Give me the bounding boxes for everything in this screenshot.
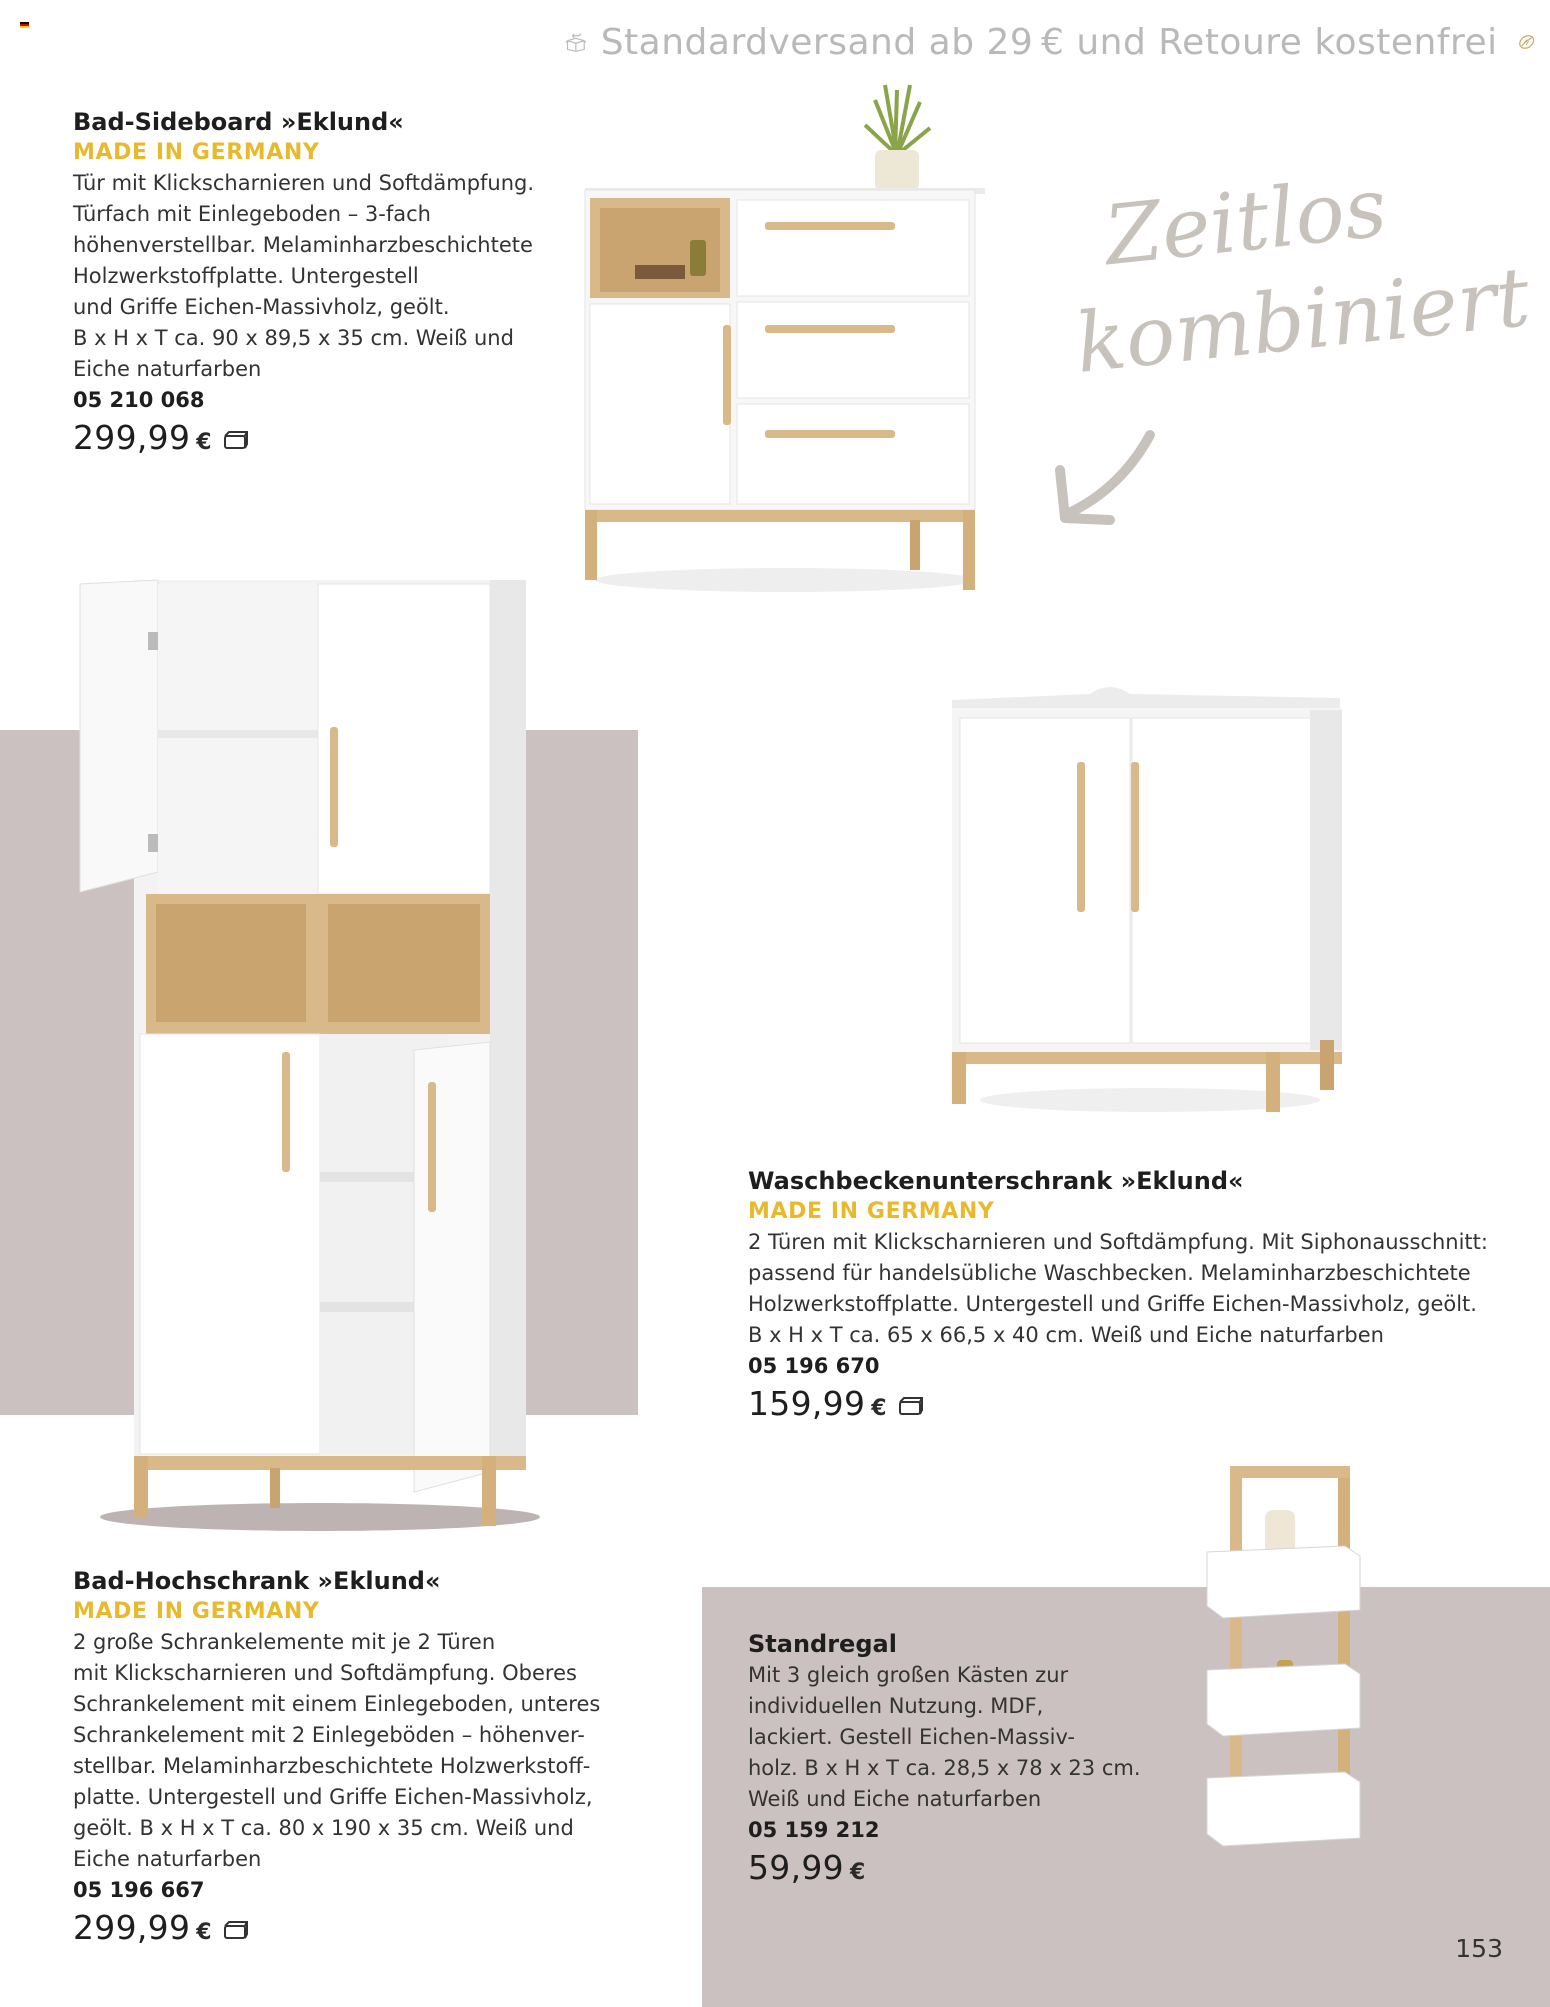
script-decoration (1060, 142, 1534, 396)
product-description: 2 Türen mit Klickscharnieren und Softdämpfung. Mit Siphonausschnitt: passend für handelsübliche Waschbecken. Melaminharzbeschichtete Holzwerkstoffplatte. Untergestell und Griffe Eichen-Massivholz, geölt. B x H x T ca. 65 x 66,5 x 40 cm. Weiß und Eiche naturfarben (748, 1230, 1488, 1347)
price: 299,99 (73, 1908, 191, 1947)
script-line-2: kombiniert (1071, 249, 1534, 392)
plant-icon (865, 85, 930, 190)
price-row (748, 1848, 1168, 1888)
article-number: 05 196 670 (748, 1354, 880, 1378)
price-row (748, 1384, 1528, 1424)
tall-cabinet-image (70, 572, 560, 1532)
sideboard-image (575, 80, 995, 600)
currency: € (871, 1396, 887, 1421)
price: 59,99 (748, 1848, 844, 1887)
product-title: Bad-Sideboard »Eklund« (73, 108, 404, 136)
price-row (73, 1908, 633, 1948)
currency: € (196, 430, 212, 455)
article-number: 05 196 667 (73, 1878, 205, 1902)
price: 299,99 (73, 418, 191, 457)
product-title: Standregal (748, 1630, 897, 1658)
flag-icon (20, 22, 29, 28)
product-description: 2 große Schrankelemente mit je 2 Türen mit Klickscharnieren und Softdämpfung. Oberes Schrankelement mit einem Einlegeboden, unteres Schrankelement mit 2 Einlegeböden – höhenver- stellbar. Melaminharzbeschichtete Holzwerkstoff- platte. Untergestell und Griffe Eichen-Massivholz, geölt. B x H x T ca. 80 x 190 x 35 cm. Weiß und Eiche naturfarben (73, 1630, 601, 1871)
product-title: Waschbeckenunterschrank »Eklund« (748, 1167, 1244, 1195)
price: 159,99 (748, 1384, 866, 1423)
product-description: Tür mit Klickscharnieren und Softdämpfung. Türfach mit Einlegeboden – 3-fach höhenverstellbar. Melaminharzbeschichtete Holzwerkstoffplatte. Untergestell und Griffe Eichen-Massivholz, geölt. B x H x T ca. 90 x 89,5 x 35 cm. Weiß und Eiche naturfarben (73, 171, 535, 381)
price-row (73, 418, 593, 458)
box-return-icon (565, 10, 587, 74)
article-number: 05 159 212 (748, 1818, 880, 1842)
currency: € (196, 1920, 212, 1945)
product-title: Bad-Hochschrank »Eklund« (73, 1567, 441, 1595)
parcel-shipping-icon (222, 429, 248, 451)
shipping-text: Standardversand ab 29 € und Retoure kostenfrei (600, 21, 1498, 63)
article-number: 05 210 068 (73, 388, 205, 412)
product-tall-cabinet (73, 1565, 633, 1948)
currency: € (849, 1860, 866, 1885)
standing-shelf-image (1195, 1460, 1370, 1860)
sink-cabinet-image (940, 680, 1360, 1120)
product-description: Mit 3 gleich großen Kästen zur individuellen Nutzung. MDF, lackiert. Gestell Eichen-Massiv- holz. B x H x T ca. 28,5 x 78 x 23 cm. Weiß und Eiche naturfarben (748, 1663, 1141, 1811)
page-number: 153 (1455, 1934, 1503, 1963)
made-in-germany-label: MADE IN GERMANY (73, 140, 320, 165)
made-in-germany-label: MADE IN GERMANY (73, 1599, 320, 1624)
product-standregal (748, 1628, 1168, 1888)
shipping-banner (565, 10, 1535, 74)
product-sink-cabinet (748, 1165, 1528, 1424)
script-line-1: Zeitlos (1100, 160, 1391, 285)
parcel-shipping-icon (222, 1919, 248, 1941)
parcel-shipping-icon (897, 1395, 923, 1417)
made-in-germany-label: MADE IN GERMANY (748, 1199, 995, 1224)
product-sideboard (73, 106, 593, 458)
tchibo-bean-logo-icon (1518, 14, 1535, 70)
arrow-down-left-icon (1050, 430, 1160, 530)
